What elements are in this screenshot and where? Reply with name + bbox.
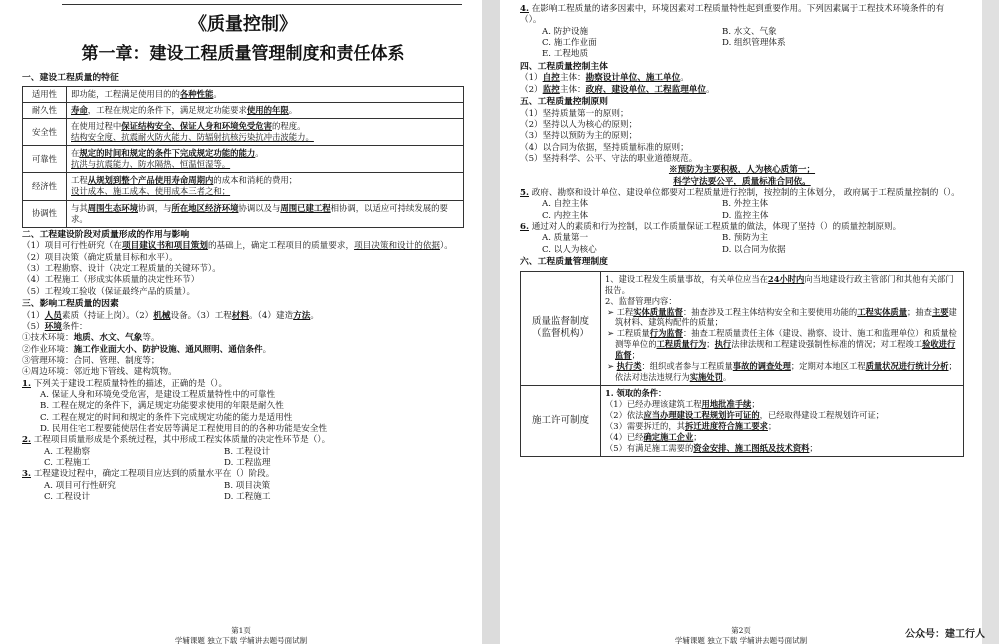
footer-text: 学辅课题 独立下载 学辅讲去题号面试制 (674, 636, 808, 644)
option: D. 组织管理体系 (722, 38, 786, 49)
list-item: ④周边环境：邻近地下管线、建构筑物。 (22, 367, 177, 378)
list-item: ①技术环境：地质、水文、气象等。 (22, 333, 160, 344)
feature-name: 可靠性 (23, 146, 67, 173)
option: C. 以人为核心 (542, 244, 597, 255)
viewer-background (982, 0, 999, 644)
option: A. 防护设施 (542, 26, 589, 37)
quality-features-table (22, 86, 464, 228)
question-options (520, 199, 964, 210)
section-heading: 三、影响工程质量的因素 (22, 299, 119, 310)
option: A. 质量第一 (542, 233, 589, 244)
option: C. 工程在规定的时间和规定的条件下完成规定功能的能力是适用性 (40, 412, 293, 423)
feature-desc: 即功能，工程满足使用目的的各种性能。 (67, 86, 464, 102)
list-item: （5）环境条件： (22, 322, 88, 333)
question-1: 1. 下列关于建设工程质量特性的描述，正确的是（）。 (22, 378, 228, 389)
question-3: 3. 工程建设过程中，确定工程项目应达到的质量水平在（）阶段。 (22, 469, 275, 480)
question-2: 2. 工程项目质量形成是个系统过程，其中形成工程实体质量的决定性环节是（）。 (22, 435, 331, 446)
list-item: （3）坚持以预防为主的原则； (520, 131, 638, 142)
feature-desc: 在使用过程中保证结构安全、保证人身和环境免受危害的程度。 结构安全度、抗震耐火防火能力、防辐射抗核污染抗冲击波能力。 (67, 118, 464, 145)
feature-desc: 寿命，工程在规定的条件下，满足规定功能要求使用的年限。 (67, 102, 464, 118)
system-content: 1、建设工程发生质量事故，有关单位应当在24小时内向当地建设行政主管部门和其他有关部门报告。 2、监督管理内容： ➢ 工程实体质量监督：抽查涉及工程主体结构安全和主要使用功能的工程实体质量；抽查主要建筑材料、建筑构配件的质量； ➢ 工程质量行为监督：抽查工程质量责任主体（建设、勘察、设计、施工和监理单位）和质量检测等单位的工程质量行为；执行法律法规和工程建设强制性标准的情况；对工程竣工验收进行监督； ➢ 执行类：组织或者参与工程质量事故的调查处理；定期对本地区工程质量状况进行统计分析；依法对违法违规行为实施处罚。 (601, 271, 964, 385)
table-row (521, 386, 964, 457)
watermark-text: 公众号：建工行人 (905, 629, 985, 640)
page-number: 第2页 (731, 626, 751, 636)
list-item: （4）工程施工（形成实体质量的决定性环节） (22, 275, 200, 286)
table-row (23, 118, 464, 145)
question-options (22, 458, 464, 469)
option: D. 以合同为依据 (722, 244, 786, 255)
feature-name: 适用性 (23, 86, 67, 102)
question-options (520, 27, 964, 38)
question-options (520, 49, 964, 60)
option: A. 项目可行性研究 (44, 480, 116, 491)
list-item: ②作业环境：施工作业面大小、防护设施、通风照明、通信条件。 (22, 344, 272, 355)
page-number: 第1页 (231, 626, 251, 636)
list-item: （4）以合同为依据，坚持质量标准的原则； (520, 142, 689, 153)
table-row (23, 146, 464, 173)
option: B. 预防为主 (722, 233, 769, 244)
section-heading: 四、工程质量控制主体 (520, 61, 608, 72)
document-page-2 (500, 0, 982, 644)
list-item: （2）监控主体：政府、建设单位、工程监理单位。 (520, 84, 715, 95)
mnemonic-line: ※预防为主要积极，人为核心质第一； (668, 165, 816, 176)
option: B. 工程设计 (224, 446, 271, 457)
list-item: （1）坚持质量第一的原则； (520, 108, 629, 119)
question-4: 4. 在影响工程质量的诸多因素中，环境因素对工程质量特性起到重要作用。下列因素属于工程技术环境条件的有（）。 (520, 4, 945, 26)
list-item: （1）自控主体：勘察设计单位、施工单位。 (520, 73, 689, 84)
option: D. 民用住宅工程要能使居住者安居等满足工程使用目的的各种功能是安全性 (40, 424, 328, 435)
list-item: ③管理环境：合同、管理、制度等； (22, 356, 160, 367)
document-title: 《质量控制》 (189, 14, 297, 35)
table-row (23, 200, 464, 227)
chapter-title: 第一章：建设工程质量管理制度和责任体系 (81, 43, 405, 64)
table-row (23, 86, 464, 102)
question-6: 6. 通过对人的素质和行为控制，以工作质量保证工程质量的做法，体现了坚持（）的质量控制原则。 (520, 222, 902, 233)
feature-name: 耐久性 (23, 102, 67, 118)
table-row (521, 271, 964, 385)
option: C. 施工作业面 (542, 38, 597, 49)
document-page-1 (0, 0, 482, 644)
system-name: 质量监督制度 （监督机构） (521, 271, 601, 385)
table-row (23, 173, 464, 200)
section-heading: 二、工程建设阶段对质量形成的作用与影响 (22, 229, 190, 240)
question-options (22, 390, 464, 435)
option: A. 工程勘察 (44, 446, 91, 457)
page-gutter (482, 0, 500, 644)
option: B. 外控主体 (722, 199, 769, 210)
option: B. 工程在规定的条件下，满足规定功能要求使用的年限是耐久性 (40, 401, 284, 412)
management-system-table (520, 271, 964, 457)
system-content: 1. 领取的条件： （1）已经办理该建筑工程用地批准手续； （2）依法应当办理建设工程规划许可证的，已经取得建设工程规划许可证； （3）需要拆迁的，其拆迁进度符合施工要求； （4）已经确定施工企业； （5）有满足施工需要的资金安排、施工图纸及技术资料； (601, 386, 964, 457)
question-options (520, 211, 964, 222)
option: B. 水文、气象 (722, 26, 777, 37)
section-heading: 一、建设工程质量的特征 (22, 73, 119, 84)
option: A. 自控主体 (542, 199, 589, 210)
question-options (22, 492, 464, 503)
feature-name: 经济性 (23, 173, 67, 200)
list-item: （1）项目可行性研究（在项目建议书和项目策划的基础上，确定工程项目的质量要求，项目决策和设计的依据）。 (22, 241, 453, 252)
option: D. 工程施工 (224, 492, 271, 503)
top-rule (62, 4, 462, 5)
system-name: 施工许可制度 (521, 386, 601, 457)
list-item: （2）坚持以人为核心的原则； (520, 119, 638, 130)
list-item: （2）项目决策（确定质量目标和水平）。 (22, 252, 178, 263)
table-row (23, 102, 464, 118)
feature-desc: 在规定的时间和规定的条件下完成规定功能的能力。 抗洪与抗震能力、防水隔热、恒温恒湿等。 (67, 146, 464, 173)
feature-name: 协调性 (23, 200, 67, 227)
feature-desc: 工程从规划到整个产品使用寿命周期内的成本和消耗的费用； 设计成本、施工成本、使用成本三者之和； (67, 173, 464, 200)
mnemonic-line: 科学守法要公平，质量标准合同依。 (673, 176, 811, 187)
option: C. 工程施工 (44, 458, 91, 469)
option: D. 工程监理 (224, 458, 271, 469)
question-options (22, 481, 464, 492)
option: E. 工程地质 (542, 49, 589, 60)
question-options (22, 447, 464, 458)
page-footer (0, 626, 482, 644)
option: C. 内控主体 (542, 210, 589, 221)
option: B. 项目决策 (224, 480, 271, 491)
feature-name: 安全性 (23, 118, 67, 145)
list-item: （3）工程勘察、设计（决定工程质量的关键环节）。 (22, 264, 221, 275)
option: D. 监控主体 (722, 210, 769, 221)
list-item: （5）工程竣工验收（保证最终产品的质量）。 (22, 286, 196, 297)
option: A. 保证人身和环境免受危害，是建设工程质量特性中的可靠性 (40, 390, 276, 401)
question-5: 5. 政府、勘察和设计单位、建设单位都要对工程质量进行控制，按控制的主体划分， 政府属于工程质量控制的（）。 (520, 188, 960, 199)
feature-desc: 与其周围生态环境协调，与所在地区经济环境协调以及与周围已建工程相协调，以适应可持续发展的要求。 (67, 200, 464, 227)
section-heading: 五、工程质量控制原则 (520, 97, 608, 108)
question-options (520, 38, 964, 49)
question-options (520, 245, 964, 256)
option: C. 工程设计 (44, 492, 91, 503)
footer-text: 学辅课题 独立下载 学辅讲去题号面试制 (174, 636, 308, 644)
list-item: （5）坚持科学、公平、守法的职业道德规范。 (520, 154, 698, 164)
section-heading: 六、工程质量管理制度 (520, 257, 608, 268)
list-item: （1）人员素质（持证上岗）。（2）机械设备。（3）工程材料。（4）建造方法。 (22, 310, 319, 321)
question-options (520, 233, 964, 244)
